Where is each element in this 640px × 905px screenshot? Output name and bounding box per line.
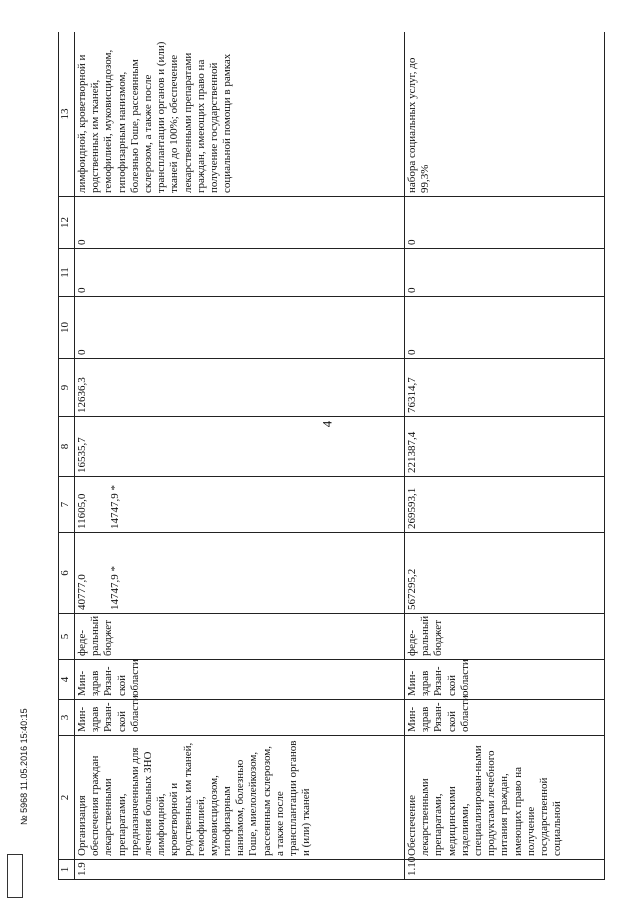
funding-source: феде-ральный бюджет	[75, 614, 405, 660]
budget-table	[58, 32, 605, 880]
co-executor: Мин-здрав Рязан-ской области	[405, 660, 605, 700]
column-header: 5	[59, 614, 75, 660]
year-amount: 269593,1	[405, 477, 605, 533]
column-header: 4	[59, 660, 75, 700]
year-amount-footnote: 14747,9 *	[109, 485, 122, 529]
rotated-table-container	[58, 32, 621, 880]
year-amount: 221387,4	[405, 417, 605, 477]
year-amount: 12636,3	[75, 359, 405, 417]
table-row	[405, 32, 605, 880]
row-number: 1.9	[75, 860, 405, 880]
column-header: 2	[59, 736, 75, 860]
document-registration	[19, 708, 29, 825]
year-amount: 0	[75, 197, 405, 249]
column-header: 7	[59, 477, 75, 533]
expected-result: лимфоидной, кроветворной и родственных им тканей, гемофилией, муковисцидозом, гипофизарным нанизмом, болезнью Гоше, рассеянным склерозом, а также после трансплантации органов и (или) тканей до 100%; обеспечение лекарственными препаратами граждан, имеющих право на получение государственной социальной помощи в рамках	[75, 32, 405, 197]
document-datetime: 11.05.2016 15:40:15	[19, 708, 29, 791]
column-header: 3	[59, 700, 75, 736]
measure-name: Обеспечение лекарственными препаратами, медицинскими изделиями, специализирован-ными продуктами лечебного питания граждан, имеющих право на получение государственной социальной	[405, 736, 605, 860]
column-header: 6	[59, 533, 75, 614]
year-amount: 0	[75, 297, 405, 359]
year-amount-cell	[75, 477, 405, 533]
responsible-executor: Мин-здрав Рязан-ской области	[405, 700, 605, 736]
year-amount: 11605,0	[76, 493, 88, 529]
year-amount: 16535,7	[75, 417, 405, 477]
year-amount: 0	[405, 197, 605, 249]
total-amount-cell	[75, 533, 405, 614]
expected-result: набора социальных услуг, до 99,3%	[405, 32, 605, 197]
row-number: 1.10	[405, 860, 605, 880]
page-number: 4	[319, 420, 335, 428]
rotated-table-area	[58, 32, 621, 880]
total-amount: 567295,2	[405, 533, 605, 614]
column-header: 11	[59, 249, 75, 297]
column-number-row	[59, 32, 75, 880]
total-amount: 40777,0	[76, 574, 88, 610]
column-header: 10	[59, 297, 75, 359]
table-row	[75, 32, 405, 880]
responsible-executor: Мин-здрав Рязан-ской области	[75, 700, 405, 736]
column-header: 13	[59, 32, 75, 197]
year-amount: 0	[75, 249, 405, 297]
measure-name: Организация обеспечения граждан лекарственными препаратами, предназначенными для лечения больных ЗНО лимфоидной, кроветворной и родственных им тканей, гемофилией, муковисцидозом, гипофизарным нанизмом, болезнью Гоше, миелолейкозом, рассеянным склерозом, а также после трансплантации органов и (или) тканей	[75, 736, 405, 860]
column-header: 8	[59, 417, 75, 477]
total-amount-footnote: 14747,9 *	[109, 566, 122, 610]
year-amount: 76314,7	[405, 359, 605, 417]
co-executor: Мин-здрав Рязан-ской области	[75, 660, 405, 700]
column-header: 9	[59, 359, 75, 417]
funding-source: феде-ральный бюджет	[405, 614, 605, 660]
column-header: 1	[59, 860, 75, 880]
column-header: 12	[59, 197, 75, 249]
year-amount: 0	[405, 249, 605, 297]
year-amount: 0	[405, 297, 605, 359]
registration-stamp	[7, 854, 23, 898]
document-number: № 5968	[19, 792, 29, 825]
document-footer	[5, 610, 45, 900]
